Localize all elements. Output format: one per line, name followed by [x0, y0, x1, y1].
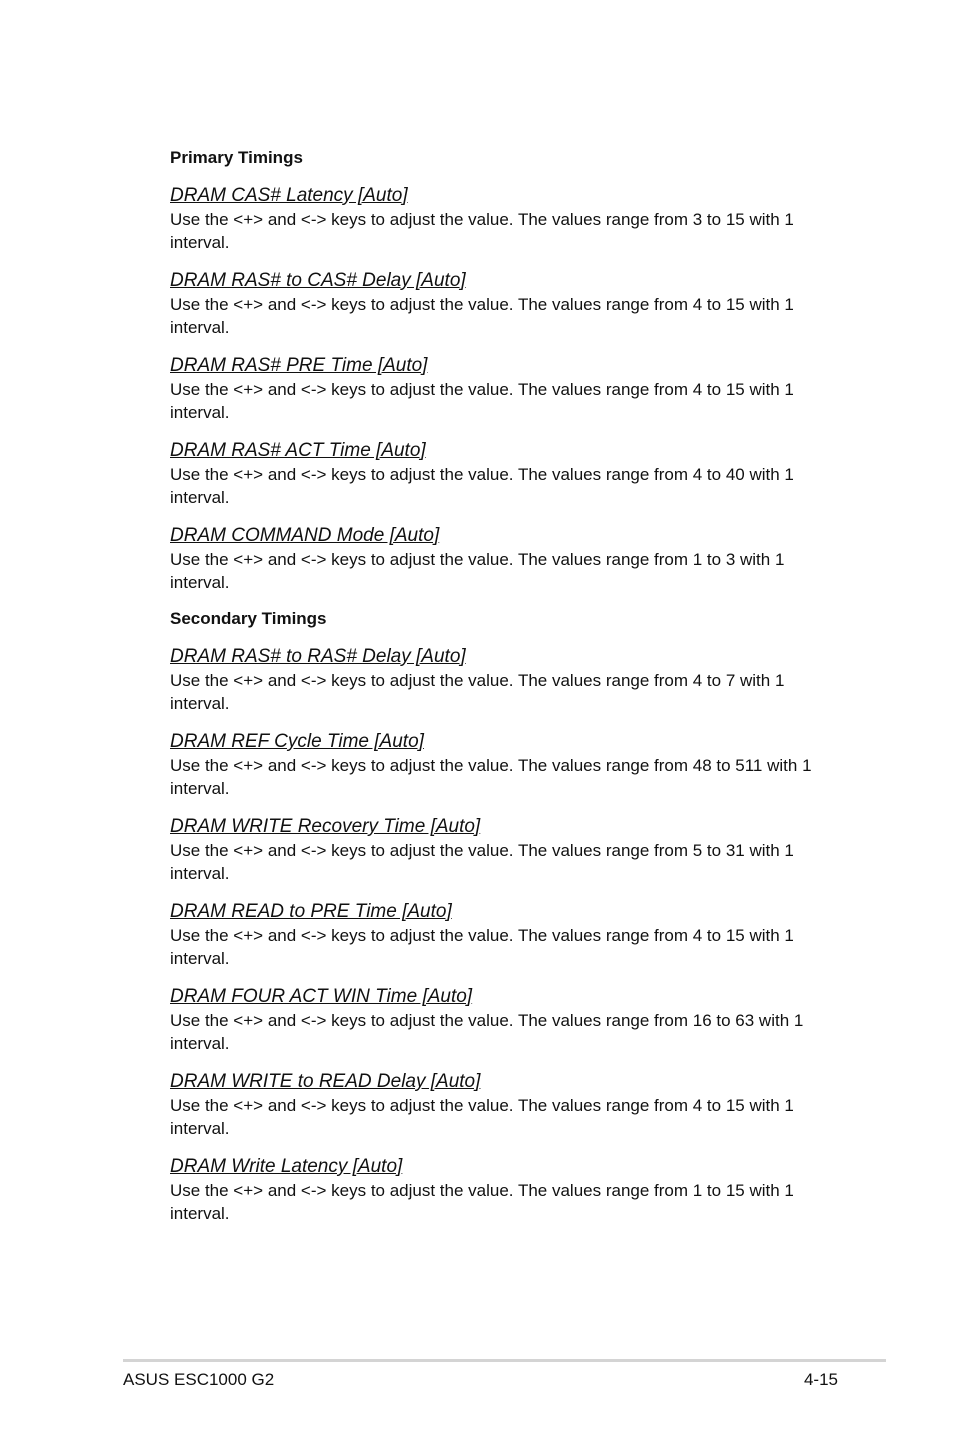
setting-item-dram-write-recovery-time — [170, 815, 830, 885]
footer-divider — [123, 1359, 886, 1362]
setting-item-dram-command-mode — [170, 524, 830, 594]
setting-description: Use the <+> and <-> keys to adjust the value. The values range from 16 to 63 with 1 interval. — [170, 1011, 804, 1053]
setting-title: DRAM FOUR ACT WIN Time [Auto] — [170, 986, 473, 1007]
setting-item-dram-ras-act-time — [170, 439, 830, 509]
setting-title: DRAM CAS# Latency [Auto] — [170, 185, 408, 206]
setting-description: Use the <+> and <-> keys to adjust the value. The values range from 4 to 7 with 1 interval. — [170, 671, 785, 713]
setting-description: Use the <+> and <-> keys to adjust the value. The values range from 4 to 40 with 1 interval. — [170, 465, 794, 507]
setting-title: DRAM RAS# to RAS# Delay [Auto] — [170, 646, 466, 667]
setting-description: Use the <+> and <-> keys to adjust the value. The values range from 4 to 15 with 1 interval. — [170, 295, 794, 337]
setting-item-dram-cas-latency — [170, 184, 830, 254]
setting-item-dram-ras-pre-time — [170, 354, 830, 424]
page-content — [170, 147, 830, 1225]
section-heading-secondary-timings: Secondary Timings — [170, 609, 327, 628]
setting-description: Use the <+> and <-> keys to adjust the value. The values range from 4 to 15 with 1 interval. — [170, 1096, 794, 1138]
setting-title: DRAM REF Cycle Time [Auto] — [170, 731, 424, 752]
setting-title: DRAM Write Latency [Auto] — [170, 1156, 403, 1177]
setting-title: DRAM WRITE Recovery Time [Auto] — [170, 816, 481, 837]
setting-description: Use the <+> and <-> keys to adjust the value. The values range from 5 to 31 with 1 interval. — [170, 841, 794, 883]
setting-item-dram-ras-to-ras-delay — [170, 645, 830, 715]
setting-item-dram-write-latency — [170, 1155, 830, 1225]
setting-item-dram-read-to-pre-time — [170, 900, 830, 970]
setting-title: DRAM WRITE to READ Delay [Auto] — [170, 1071, 481, 1092]
section-heading-primary-timings: Primary Timings — [170, 148, 303, 167]
setting-item-dram-four-act-win-time — [170, 985, 830, 1055]
setting-title: DRAM READ to PRE Time [Auto] — [170, 901, 452, 922]
setting-description: Use the <+> and <-> keys to adjust the value. The values range from 4 to 15 with 1 interval. — [170, 380, 794, 422]
setting-item-dram-ras-to-cas-delay — [170, 269, 830, 339]
setting-description: Use the <+> and <-> keys to adjust the value. The values range from 3 to 15 with 1 interval. — [170, 210, 794, 252]
setting-title: DRAM COMMAND Mode [Auto] — [170, 525, 440, 546]
setting-title: DRAM RAS# ACT Time [Auto] — [170, 440, 426, 461]
setting-description: Use the <+> and <-> keys to adjust the value. The values range from 1 to 15 with 1 interval. — [170, 1181, 794, 1223]
primary-timings-list — [170, 184, 830, 594]
secondary-timings-list — [170, 645, 830, 1225]
setting-description: Use the <+> and <-> keys to adjust the value. The values range from 48 to 511 with 1 interval. — [170, 756, 812, 798]
setting-description: Use the <+> and <-> keys to adjust the value. The values range from 4 to 15 with 1 interval. — [170, 926, 794, 968]
footer-page-number: 4-15 — [803, 1370, 838, 1389]
setting-item-dram-ref-cycle-time — [170, 730, 830, 800]
setting-title: DRAM RAS# to CAS# Delay [Auto] — [170, 270, 466, 291]
setting-title: DRAM RAS# PRE Time [Auto] — [170, 355, 428, 376]
setting-description: Use the <+> and <-> keys to adjust the value. The values range from 1 to 3 with 1 interval. — [170, 550, 785, 592]
setting-item-dram-write-to-read-delay — [170, 1070, 830, 1140]
footer-product-name: ASUS ESC1000 G2 — [123, 1370, 275, 1389]
